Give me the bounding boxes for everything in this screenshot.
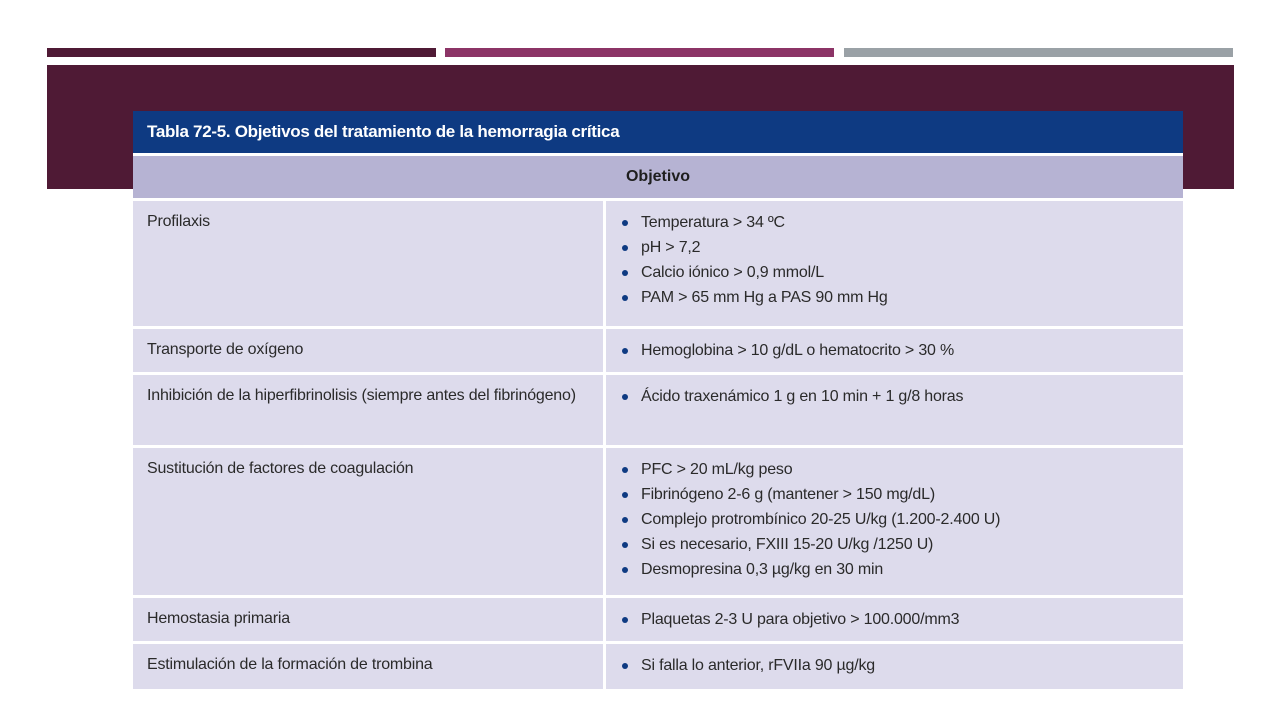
row-label: Transporte de oxígeno xyxy=(133,329,603,372)
list-item: Calcio iónico > 0,9 mmol/L xyxy=(616,260,1173,285)
table-row xyxy=(133,329,1183,372)
row-objectives xyxy=(606,201,1183,326)
list-item: Si es necesario, FXIII 15-20 U/kg /1250 U) xyxy=(616,532,1173,557)
list-item: Si falla lo anterior, rFVIIa 90 µg/kg xyxy=(616,653,1173,678)
list-item: Complejo protrombínico 20-25 U/kg (1.200-2.400 U) xyxy=(616,507,1173,532)
row-label: Profilaxis xyxy=(133,201,603,326)
list-item: Ácido traxenámico 1 g en 10 min + 1 g/8 horas xyxy=(616,384,1173,409)
table-row xyxy=(133,644,1183,689)
accent-bar-magenta xyxy=(445,48,834,57)
accent-bar-gray xyxy=(844,48,1233,57)
list-item: Plaquetas 2-3 U para objetivo > 100.000/mm3 xyxy=(616,607,1173,632)
table-caption: Tabla 72-5. Objetivos del tratamiento de la hemorragia crítica xyxy=(133,111,1183,153)
table-header: Objetivo xyxy=(133,156,1183,198)
list-item: Desmopresina 0,3 µg/kg en 30 min xyxy=(616,557,1173,582)
table-row xyxy=(133,598,1183,641)
row-label: Inhibición de la hiperfibrinolisis (siempre antes del fibrinógeno) xyxy=(133,375,603,445)
list-item: PFC > 20 mL/kg peso xyxy=(616,457,1173,482)
list-item: Hemoglobina > 10 g/dL o hematocrito > 30 % xyxy=(616,338,1173,363)
row-label: Sustitución de factores de coagulación xyxy=(133,448,603,595)
row-objectives xyxy=(606,329,1183,372)
list-item: pH > 7,2 xyxy=(616,235,1173,260)
treatment-table xyxy=(133,111,1183,689)
row-objectives xyxy=(606,448,1183,595)
row-objectives xyxy=(606,375,1183,445)
table-row xyxy=(133,201,1183,326)
row-label: Estimulación de la formación de trombina xyxy=(133,644,603,689)
table-row xyxy=(133,448,1183,595)
list-item: PAM > 65 mm Hg a PAS 90 mm Hg xyxy=(616,285,1173,310)
row-objectives xyxy=(606,598,1183,641)
row-label: Hemostasia primaria xyxy=(133,598,603,641)
list-item: Temperatura > 34 ºC xyxy=(616,210,1173,235)
table-row xyxy=(133,375,1183,445)
list-item: Fibrinógeno 2-6 g (mantener > 150 mg/dL) xyxy=(616,482,1173,507)
accent-bar-dark xyxy=(47,48,436,57)
row-objectives xyxy=(606,644,1183,689)
